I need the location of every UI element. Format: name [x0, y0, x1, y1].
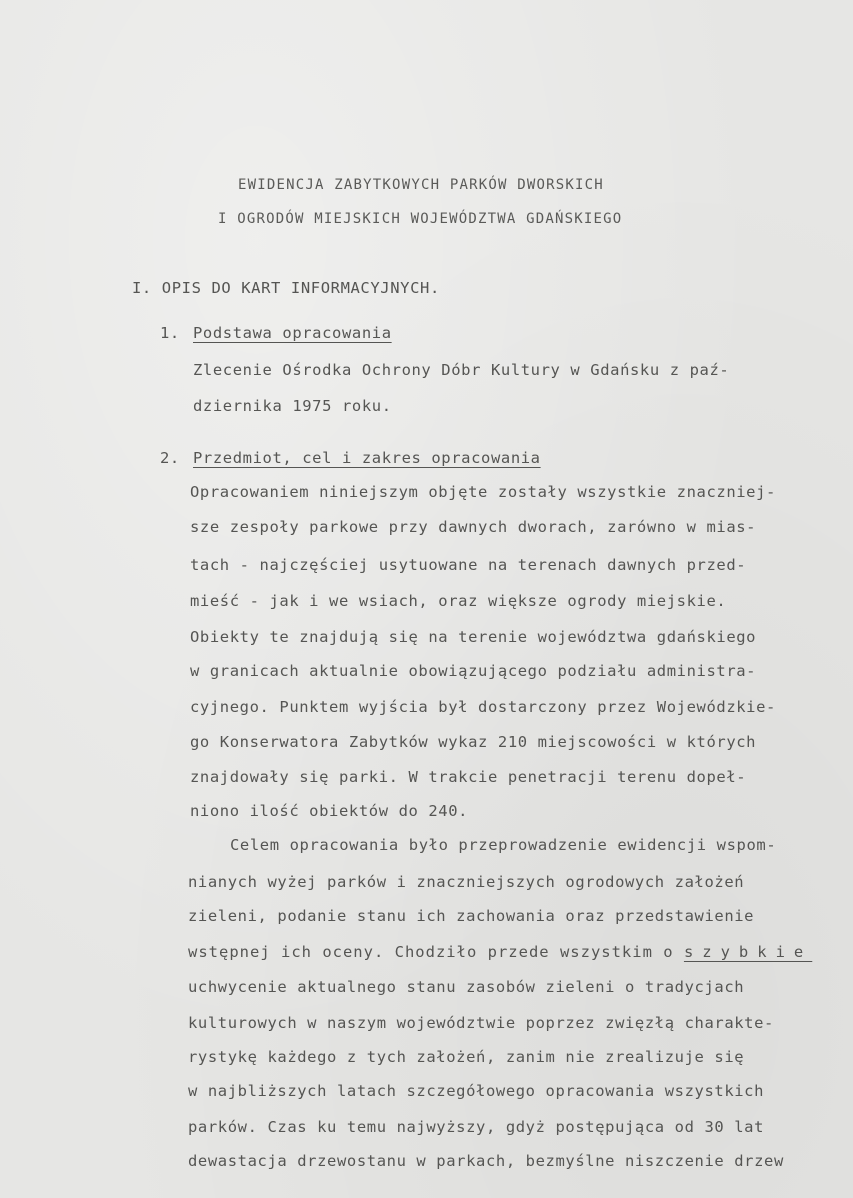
paragraph-line: w granicach aktualnie obowiązującego podziału administra-: [190, 662, 757, 680]
item-1-text-line: dziernika 1975 roku.: [193, 397, 392, 415]
section-heading: I. OPIS DO KART INFORMACYJNYCH.: [132, 279, 440, 297]
paragraph-line: zieleni, podanie stanu ich zachowania oraz przedstawienie: [188, 907, 755, 925]
paragraph-line: nianych wyżej parków i znaczniejszych ogrodowych założeń: [188, 873, 745, 891]
emphasized-word: szybkie: [683, 943, 813, 961]
paragraph-line: Opracowaniem niniejszym objęte zostały wszystkie znaczniej-: [190, 483, 776, 501]
paragraph-line: go Konserwatora Zabytków wykaz 210 miejscowości w których: [190, 733, 757, 751]
document-title-line-2: I OGRODÓW MIEJSKICH WOJEWÓDZTWA GDAŃSKIEGO: [218, 211, 623, 227]
paragraph-line: tach - najczęściej usytuowane na terenach dawnych przed-: [190, 556, 747, 574]
paragraph-line: niono ilość obiektów do 240.: [190, 802, 469, 820]
paragraph-line: cyjnego. Punktem wyjścia był dostarczony przez Wojewódzkie-: [190, 698, 776, 716]
paragraph-line: parków. Czas ku temu najwyższy, gdyż postępująca od 30 lat: [188, 1118, 765, 1136]
paragraph-line: dewastacja drzewostanu w parkach, bezmyślne niszczenie drzew: [188, 1152, 784, 1170]
paragraph-line: sze zespoły parkowe przy dawnych dworach, zarówno w mias-: [190, 518, 757, 536]
item-2-heading: Przedmiot, cel i zakres opracowania: [193, 449, 541, 467]
paragraph-line: w najbliższych latach szczegółowego opracowania wszystkich: [188, 1082, 765, 1100]
paragraph-line-with-emphasis: [188, 942, 812, 962]
paragraph-line-prefix: wstępnej ich oceny. Chodziło przede wszystkim o: [188, 943, 684, 961]
paragraph-line: kulturowych w naszym województwie poprzez zwięzłą charakte-: [188, 1014, 774, 1032]
paragraph-line: rystykę każdego z tych założeń, zanim nie zrealizuje się: [188, 1048, 745, 1066]
item-1-heading: Podstawa opracowania: [193, 324, 392, 342]
paragraph-line: mieść - jak i we wsiach, oraz większe ogrody miejskie.: [190, 592, 727, 610]
document-title-line-1: EWIDENCJA ZABYTKOWYCH PARKÓW DWORSKICH: [238, 177, 604, 193]
paragraph-line: uchwycenie aktualnego stanu zasobów zieleni o tradycjach: [188, 978, 745, 996]
item-2-number: 2.: [160, 449, 180, 467]
paragraph-line: Celem opracowania było przeprowadzenie ewidencji wspom-: [230, 836, 777, 854]
item-1-text-line: Zlecenie Ośrodka Ochrony Dóbr Kultury w Gdańsku z paź-: [193, 361, 730, 379]
paragraph-line: Obiekty te znajdują się na terenie województwa gdańskiego: [190, 628, 757, 646]
paragraph-line: znajdowały się parki. W trakcie penetracji terenu dopeł-: [190, 768, 747, 786]
item-1-number: 1.: [160, 324, 180, 342]
